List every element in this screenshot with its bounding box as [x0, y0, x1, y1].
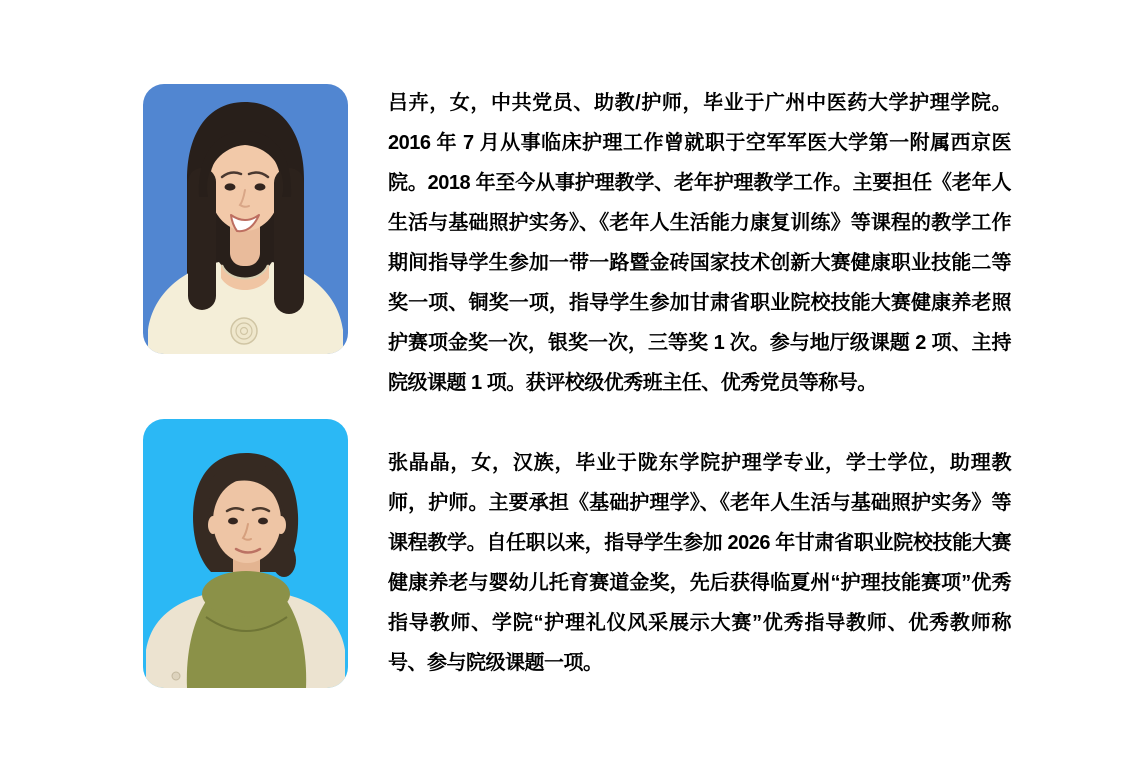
bio-text-zhang-jingjing: 张晶晶，女，汉族，毕业于陇东学院护理学专业，学士学位，助理教师，护师。主要承担《基础护理学》、《老年人生活与基础照护实务》等课程教学。自任职以来，指导学生参加 2026 年甘肃省职业院校技能大赛健康养老与婴幼儿托育赛道金奖，先后获得临夏州“护理技能赛项”优秀指导教师、学院“护理礼仪风采展示大赛”优秀指导教师、优秀教师称号、参与院级课题一项。	[388, 452, 1011, 674]
rose-ornament	[231, 318, 257, 344]
eye-left	[225, 183, 236, 190]
eye-right	[255, 183, 266, 190]
profile-photo-lv-hui	[143, 84, 348, 354]
bio-text-lv-hui: 吕卉，女，中共党员、助教/护师，毕业于广州中医药大学护理学院。2016 年 7 月从事临床护理工作曾就职于空军军医大学第一附属西京医院。2018 年至今从事护理教学、老年护理教学工作。主要担任《老年人生活与基础照护实务》、《老年人生活能力康复训练》等课程的教学工作期间指导学生参加一带一路暨金砖国家技术创新大赛健康职业技能二等奖一项、铜奖一项，指导学生参加甘肃省职业院校技能大赛健康养老照护赛项金奖一次，银奖一次，三等奖 1 次。参与地厅级课题 2 项、主持院级课题 1 项。获评校级优秀班主任、优秀党员等称号。	[388, 92, 1011, 394]
eye-right	[258, 518, 268, 525]
hair-ponytail	[272, 543, 296, 577]
face	[213, 479, 281, 563]
profile-photo-zhang-jingjing	[143, 419, 348, 688]
eye-left	[228, 518, 238, 525]
scarf-cowl	[202, 571, 290, 617]
portrait-lv-hui-image	[143, 84, 348, 354]
portrait-zhang-jingjing-image	[143, 419, 348, 688]
cardigan-button	[172, 672, 180, 680]
